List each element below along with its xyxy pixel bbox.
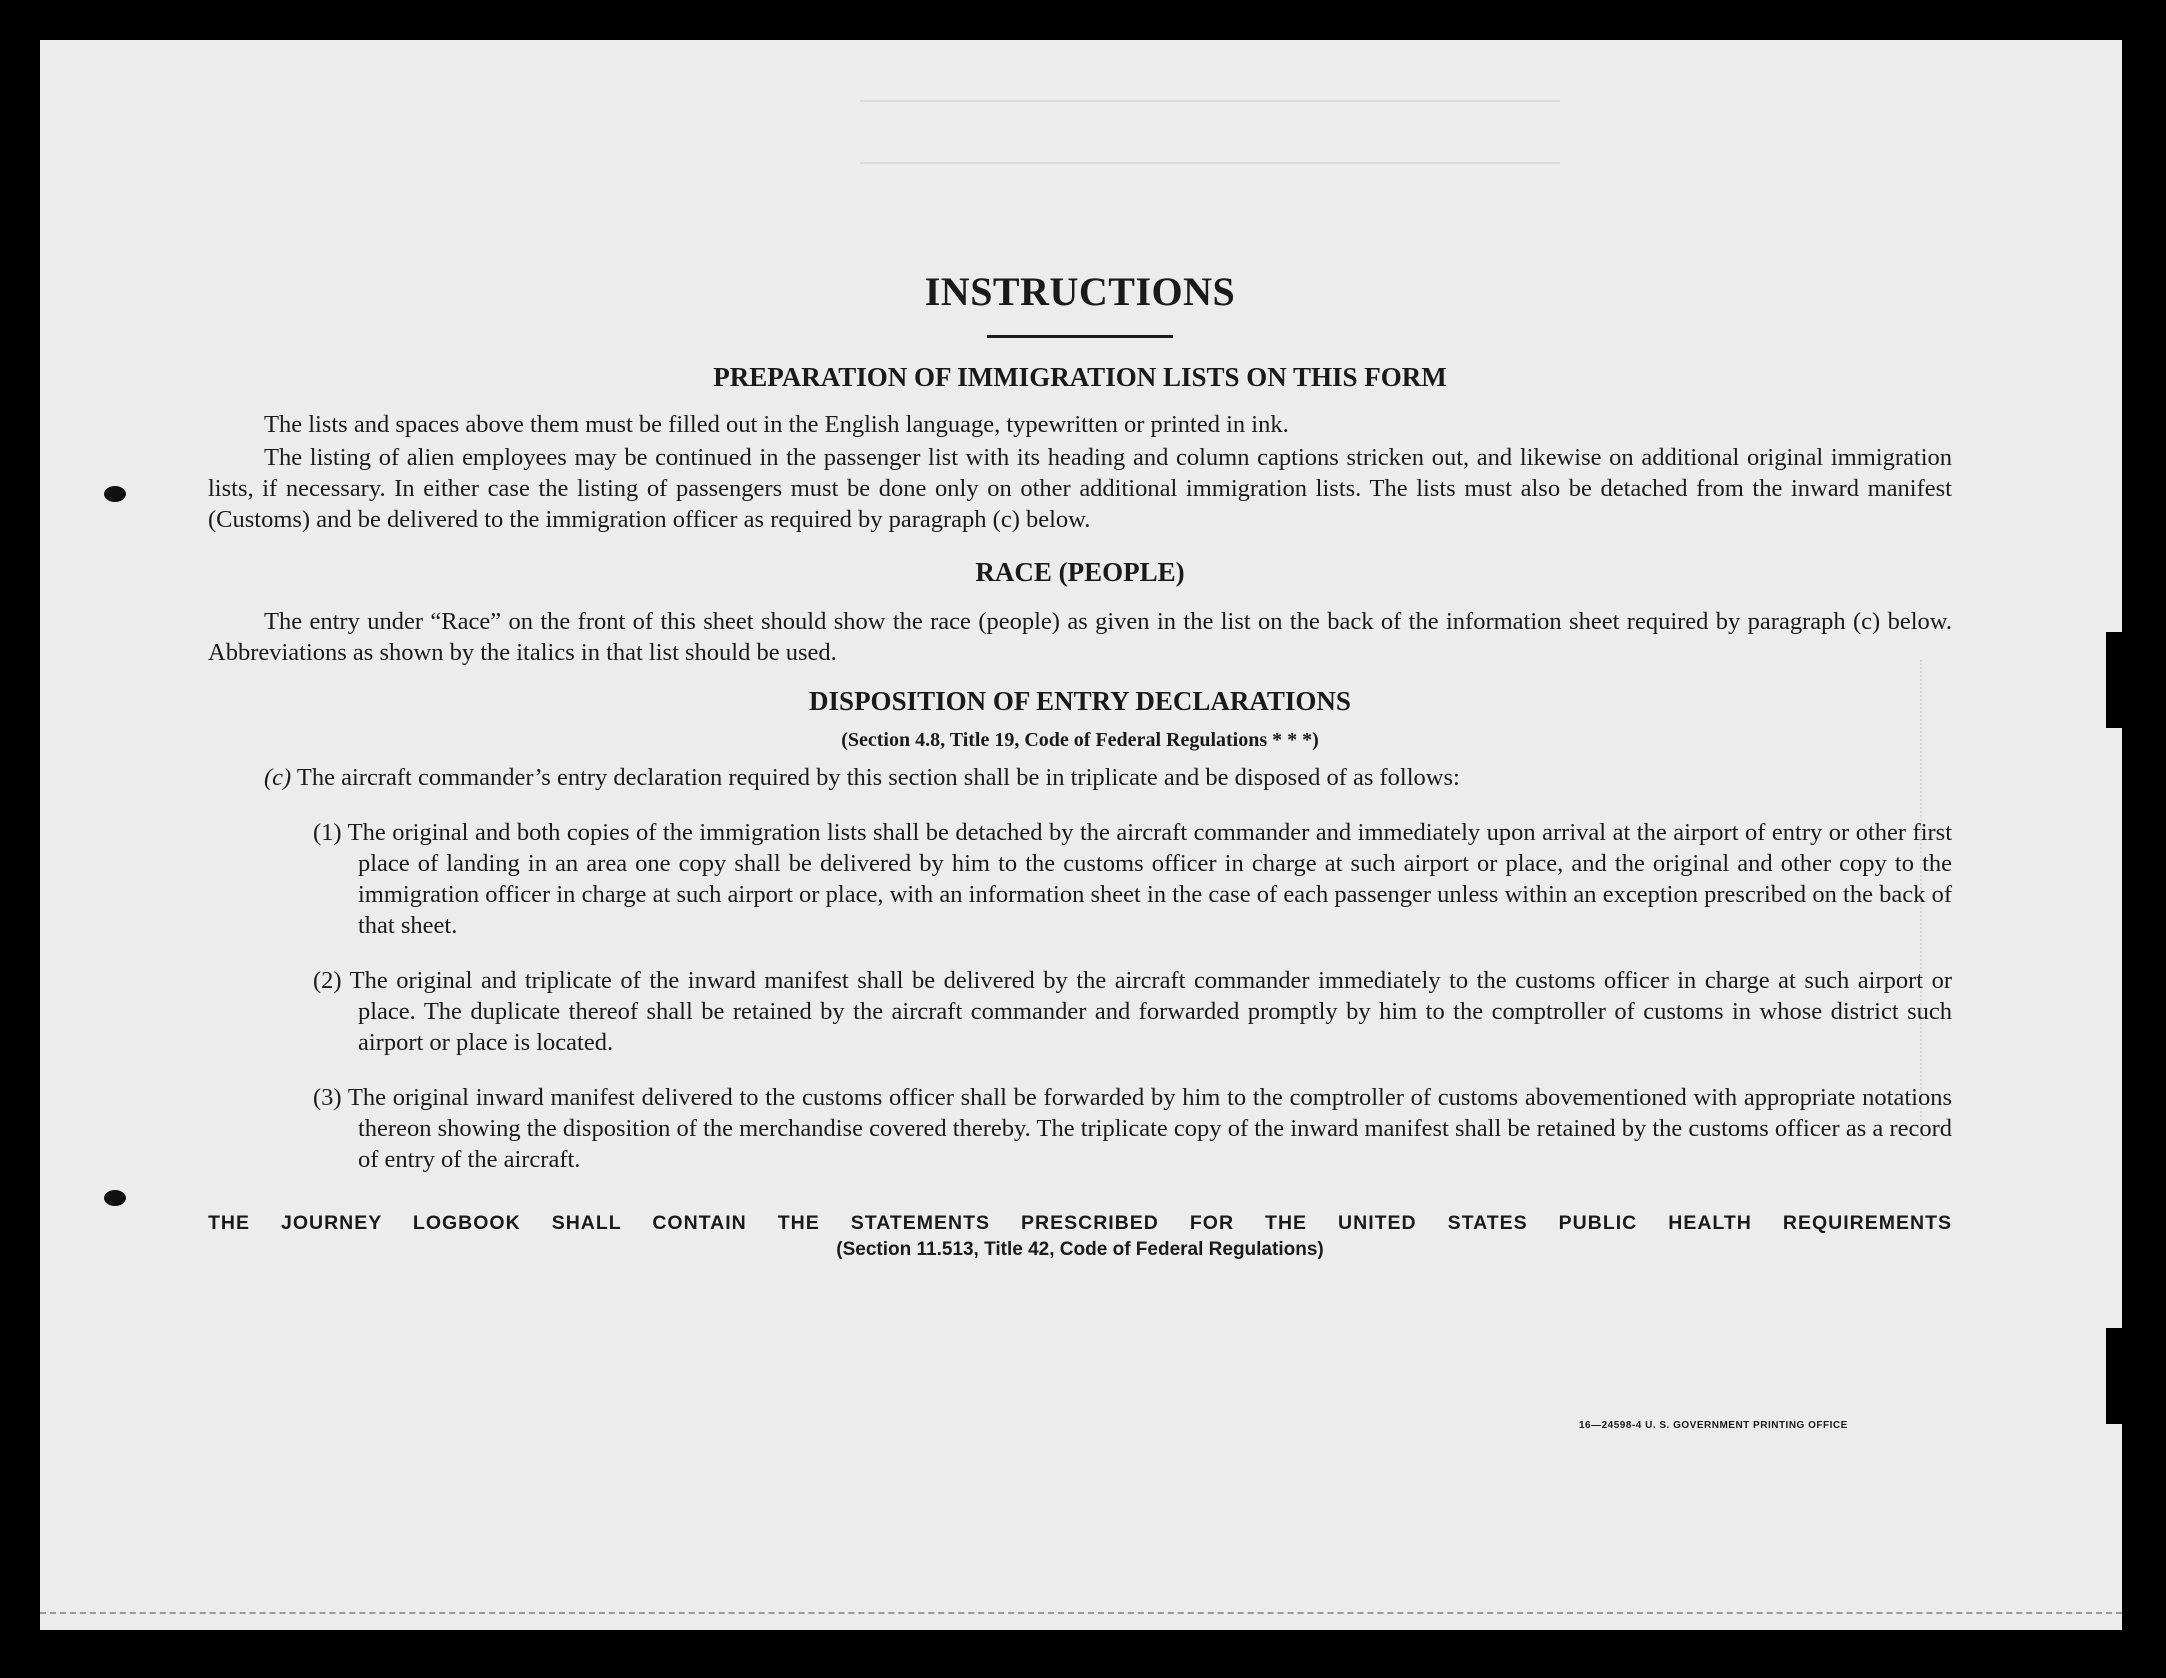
list-item: (1) The original and both copies of the immigration lists shall be detached by the aircraft commander and immediately upon arrival at the airport of entry or other first place of landing in an area one copy shall be delivered by him to the customs officer in charge at such airport or place, and the original and other copy to the immigration officer in charge at such airport or place, with an information sheet in the case of each passenger unless within an exception prescribed on the back of that sheet. bbox=[313, 819, 1953, 939]
paragraph-race: The entry under “Race” on the front of this sheet should show the race (people) as given in the list on the back of the information sheet required by paragraph (c) below. Abbreviations as shown by the italics in that list should be used. bbox=[208, 608, 1952, 666]
perforation-line bbox=[40, 1612, 2122, 1614]
paragraph-c-intro: (c) The aircraft commander’s entry declaration required by this section shall be in triplicate and be disposed of as follows: bbox=[264, 764, 1460, 791]
title-underline bbox=[987, 335, 1173, 338]
section-heading-race: RACE (PEOPLE) bbox=[975, 557, 1185, 587]
bleed-through-decoration bbox=[860, 100, 1560, 164]
punch-hole bbox=[104, 486, 126, 502]
citation-title-19: (Section 4.8, Title 19, Code of Federal Regulations * * *) bbox=[841, 729, 1319, 751]
public-health-statement: THE JOURNEY LOGBOOK SHALL CONTAIN THE STATEMENTS PRESCRIBED FOR THE UNITED STATES PUBLIC HEALTH REQUIREMENTS bbox=[208, 1212, 1952, 1234]
paragraph-lists: The lists and spaces above them must be filled out in the English language, typewritten or printed in ink. bbox=[264, 411, 1289, 438]
instructions-body bbox=[208, 268, 1952, 1263]
clause-label: (c) bbox=[264, 764, 292, 791]
section-heading-disposition: DISPOSITION OF ENTRY DECLARATIONS bbox=[809, 686, 1351, 716]
document-page bbox=[40, 40, 2122, 1630]
binding-tab bbox=[2106, 632, 2122, 728]
citation-title-42: (Section 11.513, Title 42, Code of Federal Regulations) bbox=[836, 1239, 1324, 1260]
punch-hole bbox=[104, 1190, 126, 1206]
paragraph-alien-employees: The listing of alien employees may be continued in the passenger list with its heading and column captions stricken out, and likewise on additional original immigration lists, if necessary. In either case the listing of passengers must be done only on other additional immigration lists. The lists must also be detached from the inward manifest (Customs) and be delivered to the immigration officer as required by paragraph (c) below. bbox=[208, 444, 1952, 533]
binding-tab bbox=[2106, 1328, 2122, 1424]
list-item: (3) The original inward manifest delivered to the customs officer shall be forwarded by him to the comptroller of customs abovementioned with appropriate notations thereon showing the disposition of the merchandise covered thereby. The triplicate copy of the inward manifest shall be retained by the customs officer as a record of entry of the aircraft. bbox=[313, 1084, 1952, 1173]
page-title: INSTRUCTIONS bbox=[924, 269, 1236, 314]
printer-imprint: 16—24598-4 U. S. GOVERNMENT PRINTING OFFICE bbox=[1579, 1420, 1848, 1431]
section-heading-preparation: PREPARATION OF IMMIGRATION LISTS ON THIS FORM bbox=[713, 362, 1447, 392]
list-item: (2) The original and triplicate of the inward manifest shall be delivered by the aircraft commander immediately to the customs officer in charge at such airport or place. The duplicate thereof shall be retained by the aircraft commander and forwarded promptly by him to the comptroller of customs in whose district such airport or place is located. bbox=[313, 967, 1952, 1056]
